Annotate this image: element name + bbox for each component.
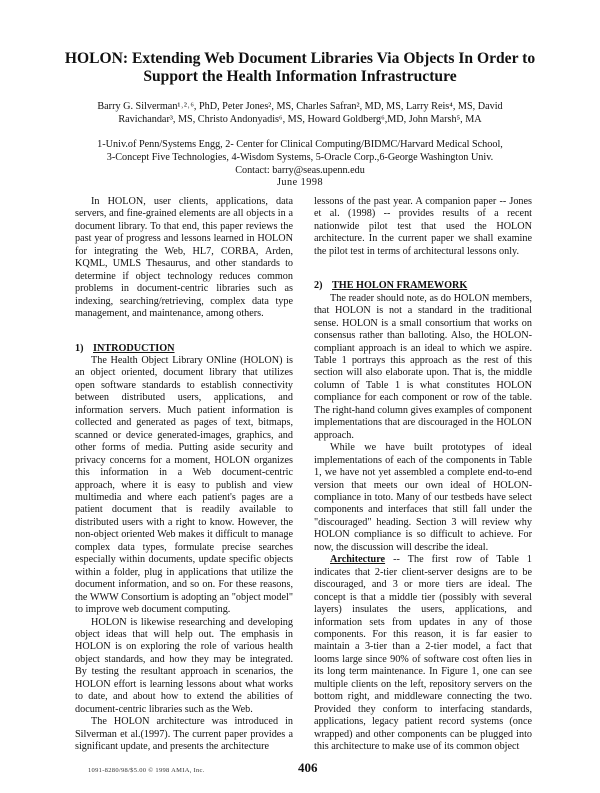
left-column — [75, 196, 293, 753]
architecture-text: -- The first row of Table 1 indicates that 2-tier client-server designs are to be discouraged, and 3 or more tiers are ideal. The concept is that a middle tier (possibly with several layers) insulates the users, applications, and information sets from updates in any of those components. For this reason, it is far easier to maintain a 3-tier than a 2-tier model, a fact that looms large since 90% of software cost often lies in its long term maintenance. In Figure 1, one can see multiple clients on the left, repository servers on the bottom right, and middleware connecting the two. Provided they conform to interfacing standards, applications, legacy patient record systems (once wrapped) and other components can be plugged into this architecture to make use of its common object — [314, 554, 532, 753]
framework-paragraph-2: While we have built prototypes of ideal implementations of each of the components in Table 1, we have not yet assembled a complete end-to-end version that meets our own ideal of HOLON-compliance in toto. Many of our testbeds have select components and interfaces that still fall under the "discouraged" heading. Section 3 will review why HOLON compliance is so difficult to achieve. For now, the discussion will describe the ideal. — [314, 442, 532, 553]
affiliation-line-2: 3-Concept Five Technologies, 4-Wisdom Systems, 5-Oracle Corp.,6-George Washington Univ. — [106, 151, 494, 163]
paper-title — [40, 50, 560, 86]
contact-email: Contact: barry@seas.upenn.edu — [235, 164, 365, 176]
section-title: THE HOLON FRAMEWORK — [332, 280, 468, 292]
author-list — [40, 100, 560, 126]
section-number: 2) — [314, 280, 323, 292]
affiliations — [40, 139, 560, 177]
publication-date: June 1998 — [276, 177, 324, 188]
title-line-2: Support the Health Information Infrastructure — [143, 68, 457, 85]
architecture-label: Architecture — [330, 554, 386, 566]
abstract-paragraph: In HOLON, user clients, applications, data servers, and fine-grained elements are all objects in a document library. To that end, this paper reviews the past year of progress and lessons learned in HOLON for integrating the Web, HL7, CORBA, Arden, KQML, UMLS Thesaurus, and other standards to determine if object technology reduces common problems in document-centric libraries such as indexing, searching/retrieving, complex data type management, and maintenance, among others. — [75, 196, 293, 320]
authors-line-2: Ravichandar³, MS, Christo Andonyadis⁶, MS, Howard Goldberg⁶,MD, John Marsh⁵, MA — [118, 114, 482, 125]
right-column — [314, 196, 532, 753]
intro-paragraph-1: The Health Object Library ONline (HOLON) is an object oriented, document library that utilizes open software standards to establish connectivity between distributed users, applications, and information servers. Much patient information is collected and generated as pages of text, bitmaps, scanned or device generated-images, graphics, and other forms of media. Putting aside security and privacy concerns for a moment, HOLON organizes this information in a Web document-centric approach, where it is easy to publish and view multimedia and where each patient's pages are a patient document that is readily available to distributed users with a right to know. However, the non-object oriented Web makes it difficult to manage complex data types, formulate precise searches especially within documents, update specific objects within a folder, plug in applications that utilize the document information, and so on. For these reasons, the WWW Consortium is adopting an "object model" to improve web document computing. — [75, 354, 293, 616]
section-title: INTRODUCTION — [93, 342, 175, 354]
authors-line-1: Barry G. Silverman¹˒²˒⁶, PhD, Peter Jones², MS, Charles Safran², MD, MS, Larry Reis⁴, MS, David — [97, 101, 503, 112]
section-heading-framework — [314, 280, 532, 292]
affiliation-line-1: 1-Univ.of Penn/Systems Engg, 2- Center for Clinical Computing/BIDMC/Harvard Medical School, — [97, 139, 503, 150]
page-number: 406 — [298, 760, 318, 775]
architecture-paragraph — [314, 554, 532, 753]
copyright-line: 1091-8280/98/$5.00 © 1998 AMIA, Inc. — [88, 767, 205, 774]
intro-paragraph-2: HOLON is likewise researching and developing object ideas that will help out. The emphasis in HOLON is on exploring the role of various health object standards, and how they may be integrated. By testing the resultant approach in scenarios, the HOLON effort is learning lessons about what works to date, and about how to extend the abilities of document-centric libraries such as the Web. — [75, 616, 293, 715]
title-line-1: HOLON: Extending Web Document Libraries Via Objects In Order to — [64, 50, 536, 67]
intro-paragraph-3: The HOLON architecture was introduced in Silverman et al.(1997). The current paper provides a significant update, and presents the architecture — [75, 716, 293, 753]
section-number: 1) — [75, 342, 84, 354]
continued-paragraph: lessons of the past year. A companion paper -- Jones et al. (1998) -- provides results of a recent nationwide pilot test that used the HOLON architecture. In the current paper we shall examine the pilot test in terms of architectural lessons only. — [314, 196, 532, 257]
section-heading-introduction — [75, 343, 293, 355]
framework-paragraph-1: The reader should note, as do HOLON members, that HOLON is not a standard in the traditional sense. HOLON is a small consortium that works on consensus rather than balloting. Also, the HOLON-compliant approach is an ideal to which we aspire. Table 1 portrays this approach as the rest of this section will also elaborate upon. That is, the middle column of Table 1 is what constitutes HOLON compliance for each component or row of the table. The right-hand column gives examples of component implementations that are discouraged in the HOLON approach. — [314, 292, 532, 441]
